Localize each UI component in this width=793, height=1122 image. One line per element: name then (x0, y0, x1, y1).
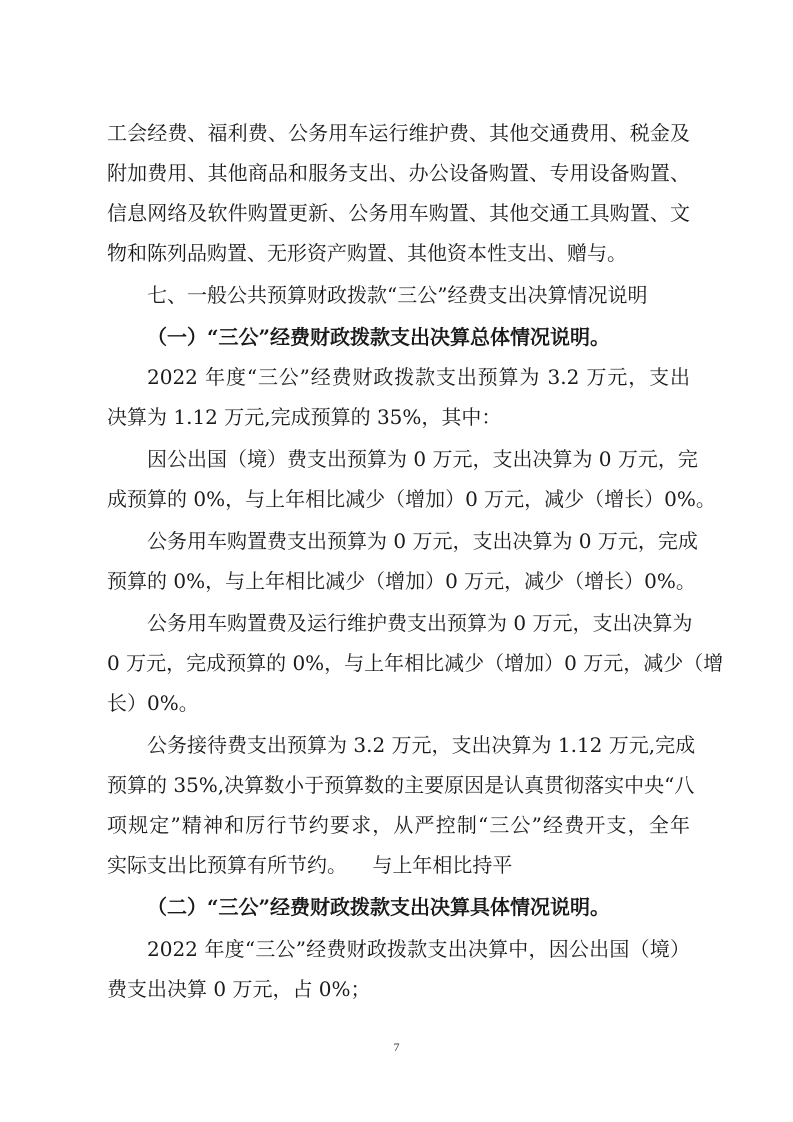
text-line (0, 765, 793, 805)
text-line-content: 因公出国（境）费支出预算为 0 万元，支出决算为 0 万元，完 (147, 447, 698, 471)
subsection-heading-text: （二）“三公”经费财政拨款支出决算具体情况说明。 (147, 895, 611, 919)
section-heading-text: 七、一般公共预算财政拨款“三公”经费支出决算情况说明 (147, 283, 648, 307)
text-line (0, 193, 793, 233)
text-line (0, 725, 793, 765)
page-number: 7 (393, 1040, 400, 1054)
text-line (0, 683, 793, 723)
text-line-content: 费支出决算 0 万元，占 0%； (107, 977, 371, 1001)
text-line (0, 929, 793, 969)
text-line-content: 2022 年度“三公”经费财政拨款支出预算为 3.2 万元，支出 (147, 365, 690, 389)
text-line-content: 2022 年度“三公”经费财政拨款支出决算中，因公出国（境） (147, 937, 690, 961)
text-line-content: 工会经费、福利费、公务用车运行维护费、其他交通费用、税金及 (107, 121, 690, 145)
text-line-content: 成预算的 0%，与上年相比减少（增加）0 万元，减少（增长）0%。 (107, 487, 716, 511)
text-line (0, 233, 793, 273)
text-line-content: 长）0%。 (107, 691, 199, 715)
text-line (0, 521, 793, 561)
text-line (0, 845, 793, 885)
text-line (0, 805, 793, 845)
text-line-content: 预算的 35%,决算数小于预算数的主要原因是认真贯彻落实中央“八 (107, 773, 695, 797)
text-line (0, 357, 793, 397)
text-line-content: 物和陈列品购置、无形资产购置、其他资本性支出、赠与。 (107, 241, 627, 265)
section-heading (0, 275, 793, 315)
subsection-heading-text: （一）“三公”经费财政拨款支出决算总体情况说明。 (147, 325, 611, 349)
text-line (0, 439, 793, 479)
text-line-content: 实际支出比预算有所节约。 与上年相比持平 (107, 853, 513, 877)
text-line (0, 479, 793, 519)
text-line (0, 561, 793, 601)
text-line (0, 603, 793, 643)
text-line (0, 113, 793, 153)
subsection-heading (0, 887, 793, 927)
subsection-heading (0, 317, 793, 357)
text-line-content: 预算的 0%，与上年相比减少（增加）0 万元，减少（增长）0%。 (107, 569, 696, 593)
text-line (0, 643, 793, 683)
text-line (0, 397, 793, 437)
text-line-content: 附加费用、其他商品和服务支出、办公设备购置、专用设备购置、 (107, 161, 690, 185)
text-line-content: 信息网络及软件购置更新、公务用车购置、其他交通工具购置、文 (107, 201, 690, 225)
text-line-content: 公务用车购置费支出预算为 0 万元，支出决算为 0 万元，完成 (147, 529, 698, 553)
text-line-content: 决算为 1.12 万元,完成预算的 35%，其中： (107, 405, 502, 429)
text-line-content: 0 万元，完成预算的 0%，与上年相比减少（增加）0 万元，减少（增 (107, 651, 724, 675)
text-line-content: 公务用车购置费及运行维护费支出预算为 0 万元，支出决算为 (147, 611, 693, 635)
text-line (0, 153, 793, 193)
text-line (0, 969, 793, 1009)
text-line-content: 公务接待费支出预算为 3.2 万元，支出决算为 1.12 万元,完成 (147, 733, 696, 757)
text-line-content: 项规定”精神和厉行节约要求，从严控制“三公”经费开支，全年 (107, 813, 690, 837)
